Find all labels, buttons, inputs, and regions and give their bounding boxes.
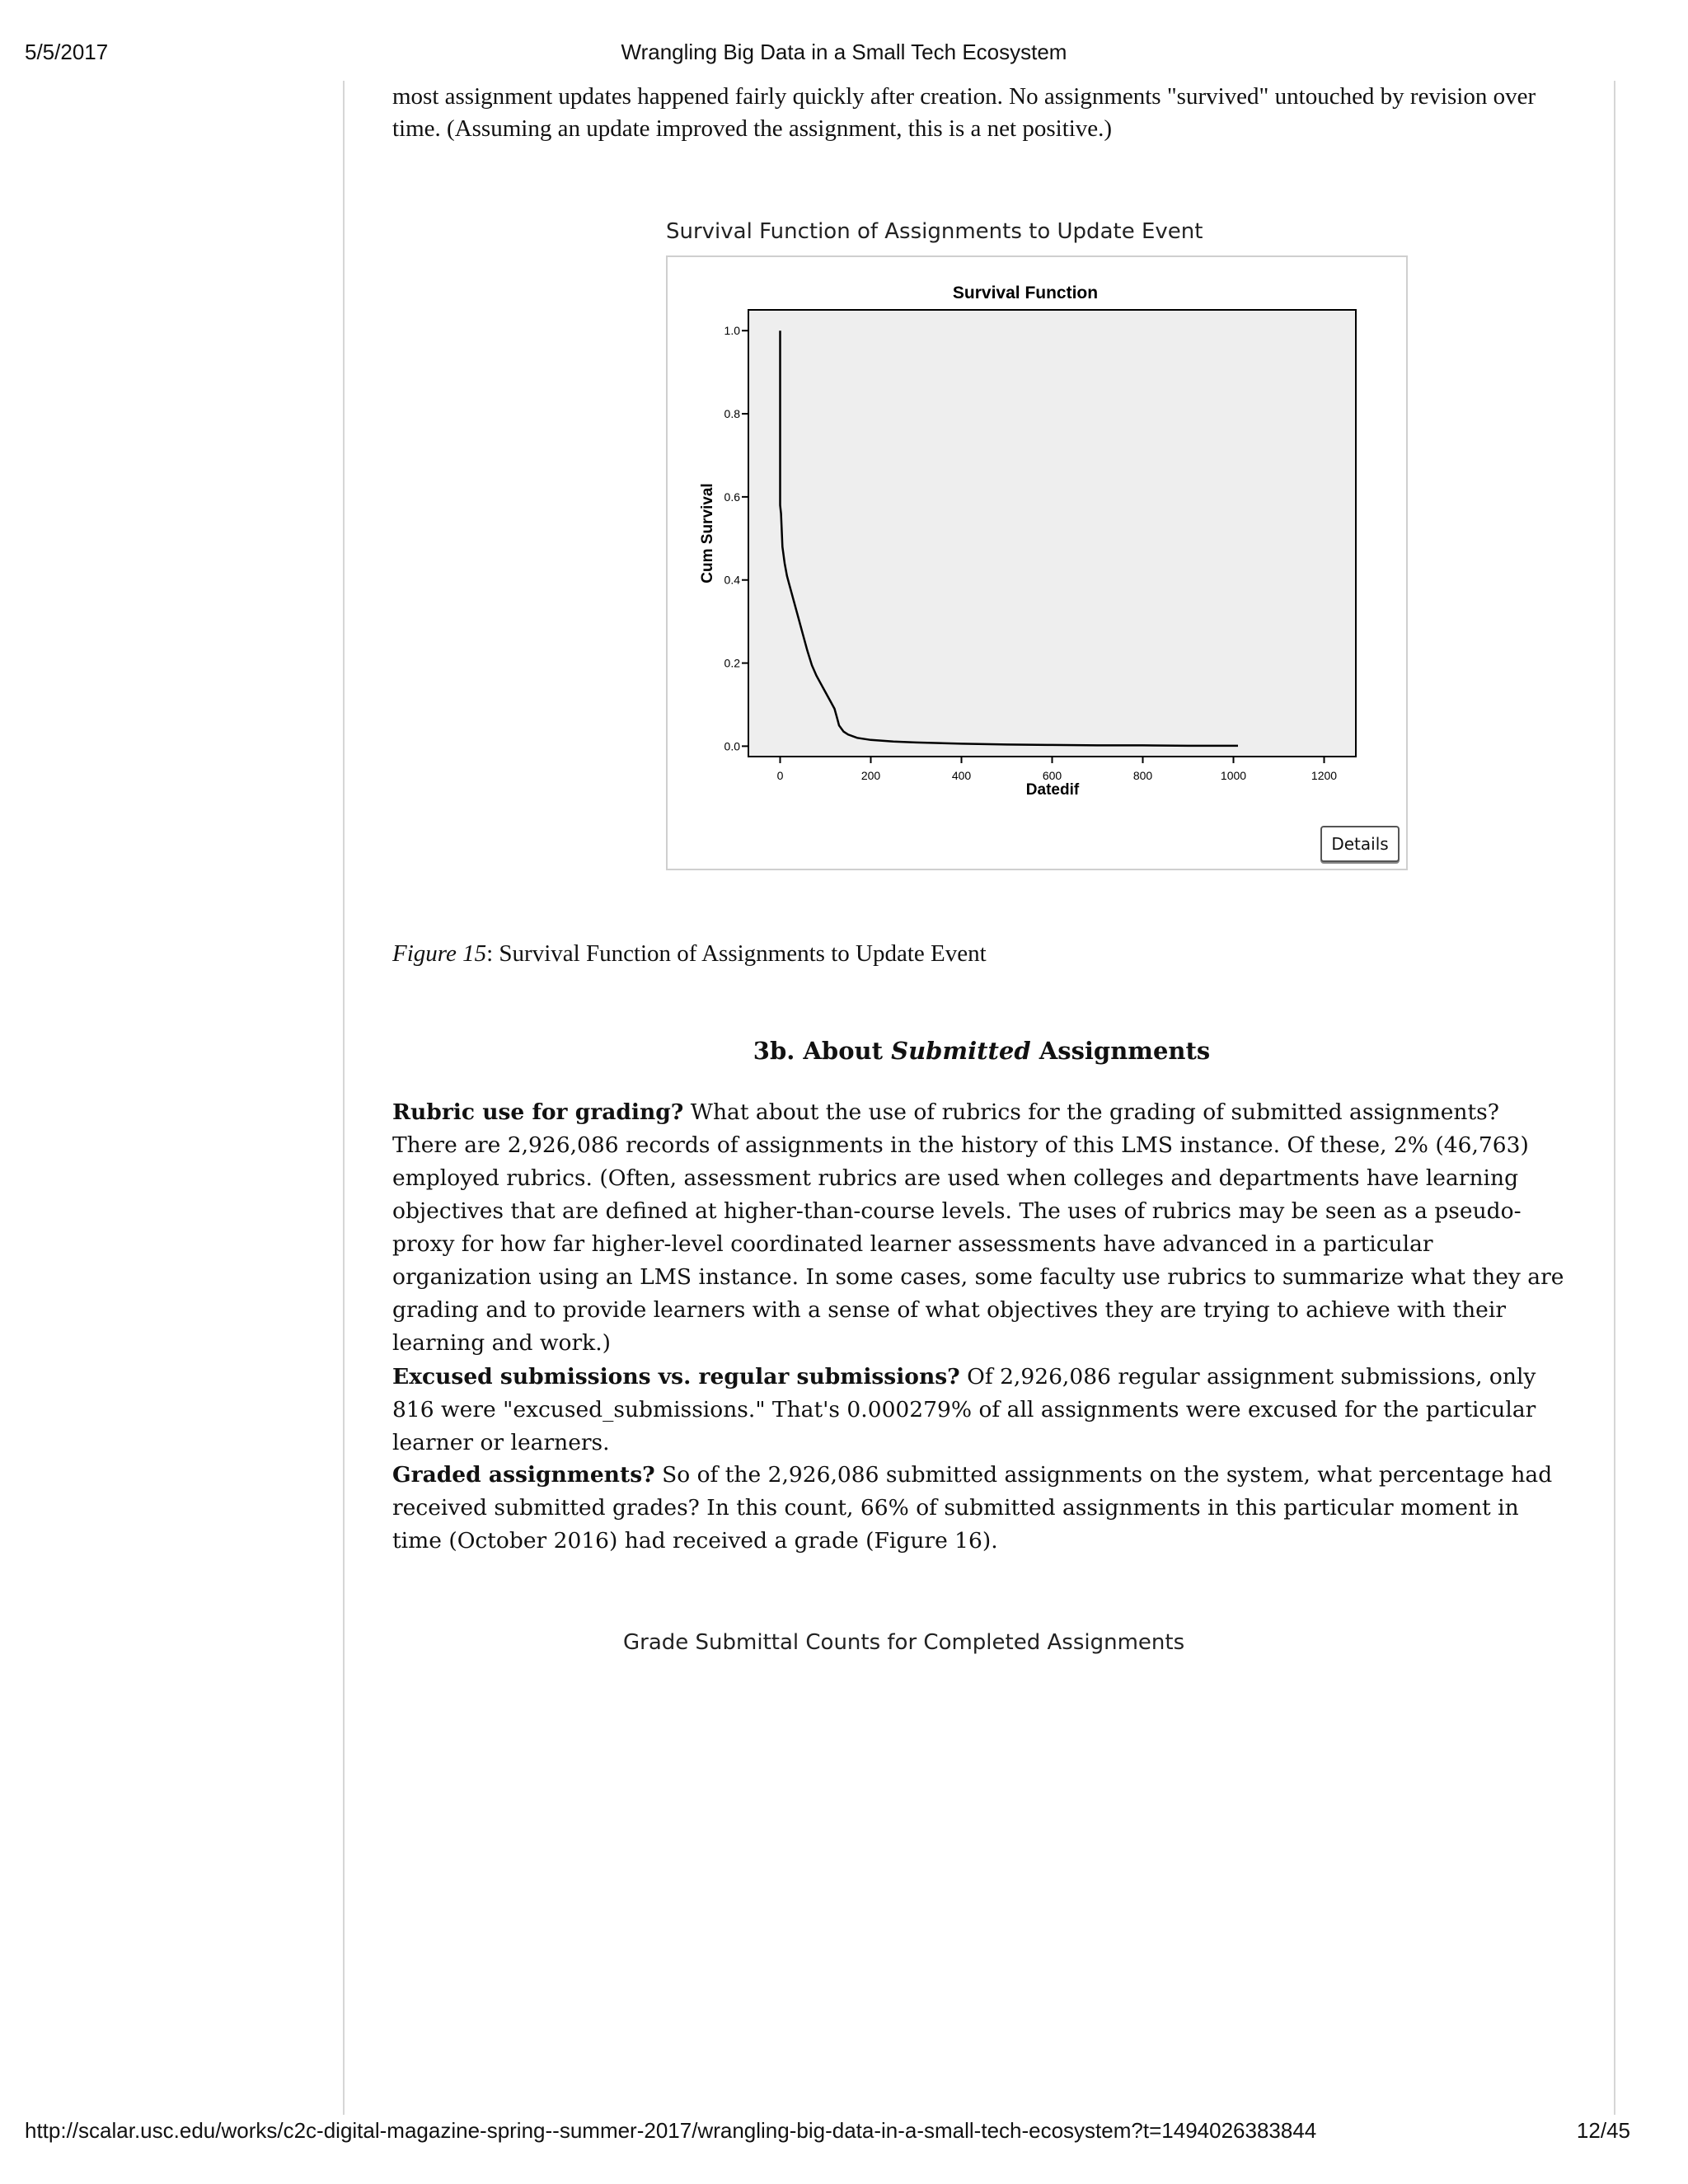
intro-paragraph: most assignment updates happened fairly quickly after creation. No assignments "survived" untouched by revision over time. (Assuming an update improved the assignment, this is a net positive.) [392, 83, 1536, 142]
x-tick-label: 800 [1132, 769, 1153, 782]
right-page-border [1614, 81, 1615, 2115]
section-heading [392, 1037, 1571, 1065]
x-tick-label: 1000 [1220, 769, 1247, 782]
y-tick-label: 0.8 [724, 407, 740, 421]
x-tick-label: 0 [776, 769, 784, 782]
figure-16-header: Grade Submittal Counts for Completed Assignments [623, 1630, 1185, 1655]
section-heading-prefix: 3b. About [753, 1037, 892, 1065]
graded-paragraph [392, 1459, 1571, 1558]
print-url: http://scalar.usc.edu/works/c2c-digital-magazine-spring--summer-2017/wrangling-big-data-in-a-small-tech-ecosystem?t=1494026383844 [25, 2118, 1317, 2143]
y-axis [724, 324, 748, 752]
x-tick-label: 600 [1042, 769, 1062, 782]
x-tick-label: 1200 [1311, 769, 1338, 782]
y-axis-label: Cum Survival [699, 483, 716, 583]
print-page-number: 12/45 [1576, 2118, 1630, 2143]
print-page-title: Wrangling Big Data in a Small Tech Ecosystem [621, 40, 1067, 64]
y-tick-label: 0.6 [724, 490, 740, 504]
y-tick-label: 1.0 [724, 324, 740, 338]
excused-text: Of 2,926,086 regular assignment submissions, only 816 were "excused_submissions." That's 0.000279% of all assignments were excused for the particular learner or learners. [392, 1364, 1536, 1455]
x-tick-label: 400 [951, 769, 972, 782]
rubric-text: What about the use of rubrics for the grading of submitted assignments? There are 2,926,086 records of assignments in the history of this LMS instance. Of these, 2% (46,763) employed rubrics. (Often, assessment rubrics are used when colleges and departments have learning objectives that are defined at higher-than-course levels. The uses of rubrics may be seen as a pseudo-proxy for how far higher-level coordinated learner assessments have advanced in a particular organization using an LMS instance. In some cases, some faculty use rubrics to summarize what they are grading and to provide learners with a sense of what objectives they are trying to achieve with their learning and work.) [392, 1099, 1564, 1356]
details-button[interactable]: Details [1320, 826, 1400, 862]
y-tick-label: 0.2 [724, 656, 740, 670]
x-tick-label: 200 [860, 769, 881, 782]
x-axis [777, 757, 1338, 782]
section-heading-emphasis: Submitted [891, 1037, 1031, 1065]
figure-15-label: Figure 15 [392, 940, 487, 967]
figure-15-caption-text: : Survival Function of Assignments to Update Event [486, 940, 987, 967]
y-tick-label: 0.0 [724, 739, 740, 753]
print-header [0, 40, 1688, 73]
y-tick-label: 0.4 [724, 573, 740, 587]
plot-area [748, 310, 1356, 757]
rubric-paragraph [392, 1096, 1571, 1360]
rubric-question: Rubric use for grading? [392, 1099, 684, 1125]
graded-text: So of the 2,926,086 submitted assignments on the system, what percentage had received submitted grades? In this count, 66% of submitted assignments in this particular moment in time (October 2016) had received a grade (Figure 16). [392, 1462, 1553, 1554]
survival-chart-widget [666, 255, 1408, 870]
left-page-border [343, 81, 345, 2115]
graded-question: Graded assignments? [392, 1462, 655, 1488]
section-heading-suffix: Assignments [1030, 1037, 1211, 1065]
figure-16-placeholder [623, 1667, 1447, 2178]
x-axis-label: Datedif [1025, 781, 1080, 799]
figure-15-caption [392, 938, 1571, 970]
excused-paragraph [392, 1361, 1571, 1460]
excused-question: Excused submissions vs. regular submissions? [392, 1364, 960, 1390]
survival-function-chart [668, 257, 1406, 869]
figure-15-header: Survival Function of Assignments to Update Event [666, 219, 1203, 244]
chart-title: Survival Function [952, 284, 1099, 302]
print-date: 5/5/2017 [25, 40, 109, 64]
print-footer [0, 2118, 1688, 2151]
